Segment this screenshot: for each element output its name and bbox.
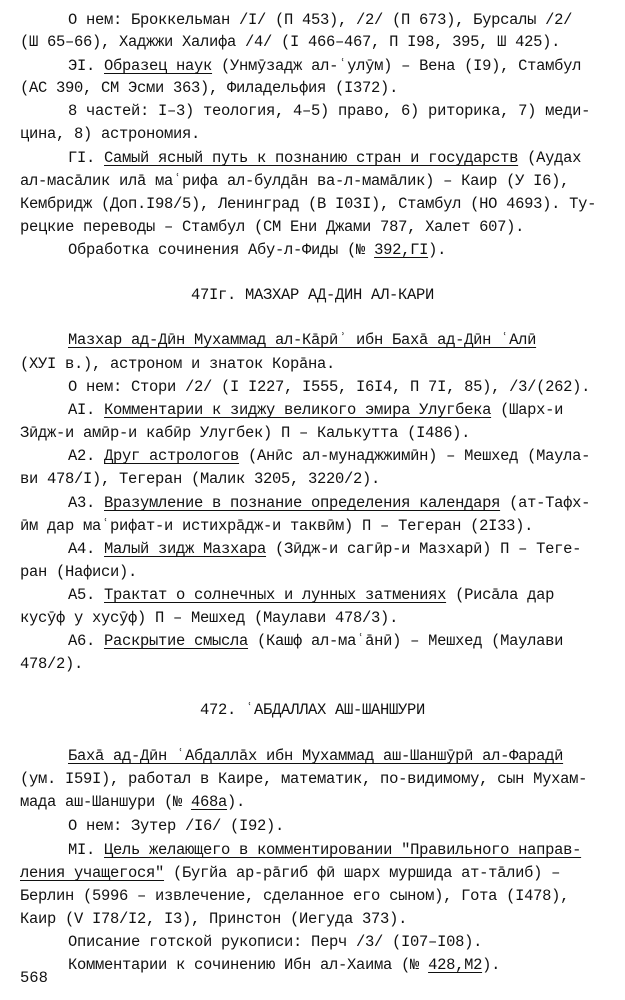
text-segment: 472. ʿАБДАЛЛАХ АШ-ШАНШУРИ bbox=[199, 701, 426, 719]
section-heading bbox=[0, 700, 625, 721]
text-segment: AI. bbox=[68, 401, 105, 419]
paragraph-line bbox=[20, 792, 610, 813]
author-name bbox=[68, 746, 613, 767]
text-segment: ). bbox=[227, 793, 246, 811]
text-segment: (Шарх-и bbox=[491, 401, 564, 419]
text-segment: ). bbox=[482, 956, 501, 974]
paragraph-line bbox=[20, 217, 610, 238]
text-segment: Берлин (5996 – извлечение, сделанное его сыном), Гота (I478), bbox=[20, 887, 570, 905]
entry-line bbox=[68, 56, 613, 77]
text-segment: (Анӣс ал-мунаджжимӣн) – Мешхед (Маула- bbox=[239, 447, 591, 465]
paragraph-line bbox=[20, 354, 610, 375]
paragraph-line bbox=[68, 101, 613, 122]
text-segment: (ум. I59I), работал в Каире, математик, по-видимому, сын Мухам- bbox=[20, 770, 588, 788]
underlined-title: Вразумление в познание определения календаря bbox=[104, 494, 501, 512]
text-segment: А3. bbox=[68, 494, 105, 512]
underlined-title: 428,М2 bbox=[428, 956, 483, 974]
section-heading bbox=[0, 285, 625, 306]
paragraph-line bbox=[20, 562, 610, 583]
entry-line bbox=[68, 446, 613, 467]
text-segment: О нем: Броккельман /I/ (П 453), /2/ (П 673), Бурсалы /2/ bbox=[68, 11, 573, 29]
underlined-title: Мазхар ад-Дӣн Мухаммад ал-Кāрӣʾ ибн Бахā ад-Дӣн ʿАлӣ bbox=[68, 331, 537, 349]
text-segment: ран (Нафиси). bbox=[20, 563, 138, 581]
text-segment: ). bbox=[428, 241, 447, 259]
paragraph-line bbox=[20, 654, 610, 675]
entry-line bbox=[68, 631, 613, 652]
text-segment: А4. bbox=[68, 540, 105, 558]
text-segment: Каир (V I78/I2, I3), Принстон (Иегуда 373). bbox=[20, 910, 408, 928]
paragraph-line bbox=[20, 608, 610, 629]
text-segment: (Кашф ал-маʿāнӣ) – Мешхед (Маулави bbox=[248, 632, 564, 650]
text-segment: Обработка сочинения Абу-л-Фиды (№ bbox=[68, 241, 375, 259]
underlined-title: 392,ГI bbox=[374, 241, 429, 259]
text-segment: А6. bbox=[68, 632, 105, 650]
text-segment: кусӯф у хусӯф) П – Мешхед (Маулави 478/3). bbox=[20, 609, 399, 627]
underlined-title: Друг астрологов bbox=[104, 447, 240, 465]
text-segment: (Зӣдж-и сагӣр-и Мазхарӣ) П – Теге- bbox=[266, 540, 582, 558]
text-segment: ал-масāлик илā маʿрифа ал-булдāн ва-л-мамāлик) – Каир (У I6), bbox=[20, 172, 570, 190]
text-segment: (XУI в.), астроном и знаток Корāна. bbox=[20, 355, 336, 373]
text-segment: 47Iг. МАЗХАР АД-ДИН АЛ-КАРИ bbox=[190, 286, 435, 304]
text-segment: Зӣдж-и амӣр-и кабӣр Улугбек) П – Калькутта (I486). bbox=[20, 424, 471, 442]
paragraph-line bbox=[68, 816, 613, 837]
text-segment: ГI. bbox=[68, 149, 105, 167]
text-segment: (Унмӯзадж ал-ʿулӯм) – Вена (I9), Стамбул bbox=[212, 57, 582, 75]
paragraph-line bbox=[20, 769, 610, 790]
text-segment: МI. bbox=[68, 841, 105, 859]
entry-line bbox=[68, 400, 613, 421]
paragraph-line bbox=[20, 171, 610, 192]
text-segment: рецкие переводы – Стамбул (СМ Ени Джами 787, Халет 607). bbox=[20, 218, 525, 236]
underlined-title: Комментарии к зиджу великого эмира Улугбека bbox=[104, 401, 492, 419]
paragraph-line bbox=[20, 863, 610, 884]
entry-line bbox=[68, 148, 613, 169]
text-segment: (Бугйа ар-рāгиб фӣ шарх муршида ат-тāлиб) – bbox=[164, 864, 561, 882]
text-segment: (АС 390, СМ Эсми 363), Филадельфия (I372). bbox=[20, 79, 399, 97]
underlined-title: 468а bbox=[191, 793, 228, 811]
text-segment: (ат-Тафх- bbox=[500, 494, 591, 512]
paragraph-line bbox=[20, 469, 610, 490]
text-segment: 478/2). bbox=[20, 655, 84, 673]
underlined-title: Трактат о солнечных и лунных затмениях bbox=[104, 586, 447, 604]
text-segment: ЭI. bbox=[68, 57, 105, 75]
underlined-title: Раскрытие смысла bbox=[104, 632, 249, 650]
paragraph-line bbox=[68, 955, 613, 976]
page-number: 568 bbox=[20, 969, 48, 987]
underlined-title: Малый зидж Мазхара bbox=[104, 540, 267, 558]
text-segment: Описание готской рукописи: Перч /3/ (I07–I08). bbox=[68, 933, 483, 951]
paragraph-line bbox=[68, 932, 613, 953]
text-segment: ӣм дар маʿрифат-и истихрāдж-и таквӣм) П – Тегеран (2I33). bbox=[20, 517, 534, 535]
text-segment: 8 частей: I–3) теология, 4–5) право, 6) риторика, 7) меди- bbox=[68, 102, 591, 120]
underlined-title: Цель желающего в комментировании "Правильного направ- bbox=[104, 841, 582, 859]
text-segment: О нем: Зутер /I6/ (I92). bbox=[68, 817, 285, 835]
text-segment: (Аудах bbox=[518, 149, 582, 167]
entry-line bbox=[68, 493, 613, 514]
entry-line bbox=[68, 840, 613, 861]
paragraph-line bbox=[20, 32, 610, 53]
paragraph-line bbox=[68, 377, 613, 398]
underlined-title: Бахā ад-Дӣн ʿАбдаллāх ибн Мухаммад аш-Шаншӯрӣ ал-Фарадӣ bbox=[68, 747, 564, 765]
text-segment: О нем: Стори /2/ (I I227, I555, I6I4, П 7I, 85), /3/(262). bbox=[68, 378, 591, 396]
paragraph-line bbox=[20, 909, 610, 930]
text-segment: А2. bbox=[68, 447, 105, 465]
entry-line bbox=[68, 539, 613, 560]
text-segment: (Рисāла дар bbox=[446, 586, 555, 604]
paragraph-line bbox=[20, 886, 610, 907]
paragraph-line bbox=[68, 10, 613, 31]
underlined-title: Образец наук bbox=[104, 57, 213, 75]
text-segment: Кембридж (Доп.I98/5), Ленинград (В I03I), Стамбул (НО 4693). Ту- bbox=[20, 195, 597, 213]
text-segment: А5. bbox=[68, 586, 105, 604]
text-segment: (Ш 65–66), Хаджжи Халифа /4/ (I 466–467, П I98, 395, Ш 425). bbox=[20, 33, 561, 51]
underlined-title: Самый ясный путь к познанию стран и государств bbox=[104, 149, 519, 167]
text-segment: цина, 8) астрономия. bbox=[20, 125, 201, 143]
paragraph-line bbox=[68, 240, 613, 261]
text-segment: ви 478/I), Тегеран (Малик 3205, 3220/2). bbox=[20, 470, 381, 488]
underlined-title: ления учащегося" bbox=[20, 864, 165, 882]
text-segment: Комментарии к сочинению Ибн ал-Хаима (№ bbox=[68, 956, 429, 974]
entry-line bbox=[68, 585, 613, 606]
author-name bbox=[68, 330, 613, 351]
paragraph-line bbox=[20, 124, 610, 145]
paragraph-line bbox=[20, 516, 610, 537]
paragraph-line bbox=[20, 194, 610, 215]
text-segment: мада аш-Шаншури (№ bbox=[20, 793, 192, 811]
paragraph-line bbox=[20, 423, 610, 444]
paragraph-line bbox=[20, 78, 610, 99]
